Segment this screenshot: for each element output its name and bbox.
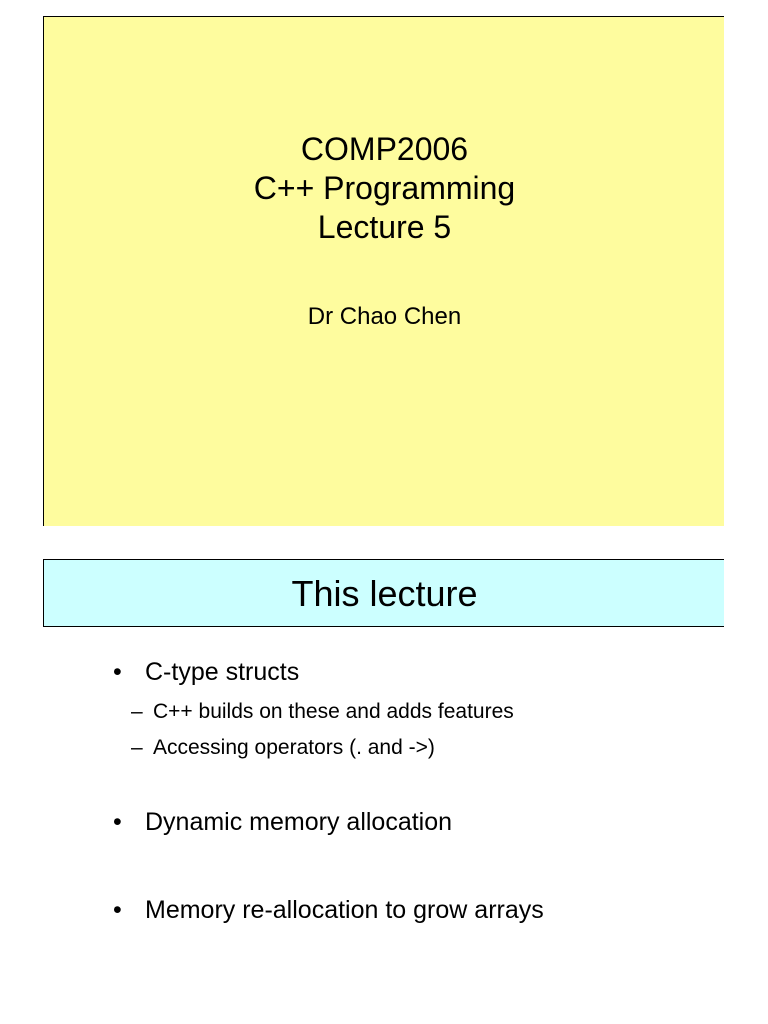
sub-bullet-text: Accessing operators (. and ->) <box>153 736 435 759</box>
course-code: COMP2006 <box>300 131 469 167</box>
title-slide <box>43 16 724 526</box>
sub-bullet-text: C++ builds on these and adds features <box>153 700 514 723</box>
bullet-text: Dynamic memory allocation <box>145 808 453 836</box>
slide-title-block <box>44 130 725 247</box>
course-name: C++ Programming <box>253 170 516 206</box>
bullet-glyph: • <box>113 808 122 836</box>
content-slide-header <box>43 559 724 627</box>
list-item <box>113 894 733 926</box>
dash-glyph: – <box>131 700 143 723</box>
bullet-list <box>113 656 733 926</box>
sub-list-item <box>113 734 733 761</box>
list-item <box>113 656 733 688</box>
bullet-glyph: • <box>113 658 122 686</box>
lecture-number: Lecture 5 <box>317 209 452 245</box>
dash-glyph: – <box>131 736 143 759</box>
sub-list-item <box>113 698 733 725</box>
bullet-text: Memory re-allocation to grow arrays <box>145 896 544 924</box>
slide-heading: This lecture <box>291 573 478 614</box>
author-name: Dr Chao Chen <box>307 303 462 330</box>
list-item <box>113 806 733 838</box>
bullet-text: C-type structs <box>145 658 300 686</box>
bullet-glyph: • <box>113 896 122 924</box>
